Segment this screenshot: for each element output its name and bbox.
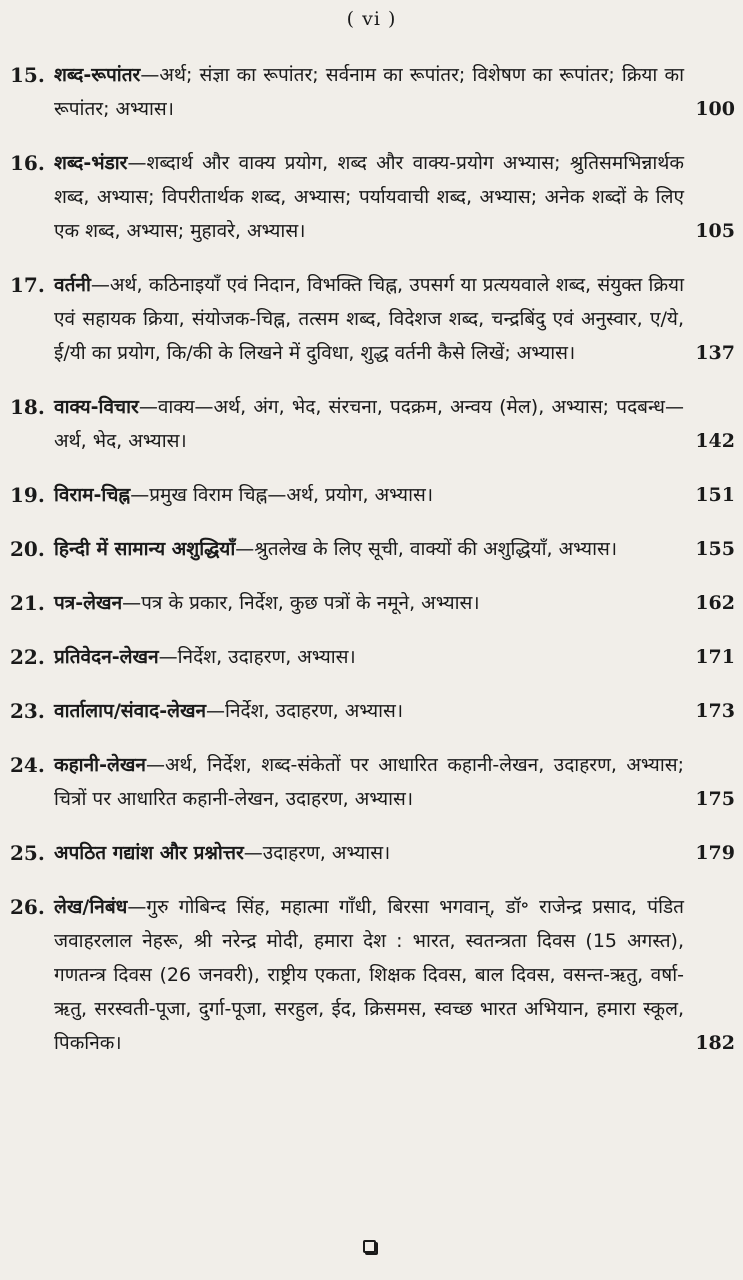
entry-page-number: 182 xyxy=(695,1032,735,1054)
entry-text xyxy=(54,640,684,674)
end-square-icon xyxy=(363,1240,376,1253)
entry-title: विराम-चिह्न xyxy=(54,484,131,506)
entry-description: —निर्देश, उदाहरण, अभ्यास। xyxy=(158,646,356,668)
contents-entry-15 xyxy=(10,58,735,126)
entry-text xyxy=(54,586,684,620)
entry-description: —वाक्य—अर्थ, अंग, भेद, संरचना, पदक्रम, अन्वय (मेल), अभ्यास; पदबन्ध—अर्थ, भेद, अभ्यास। xyxy=(54,396,684,452)
page-number: ( vi ) xyxy=(346,8,397,30)
entry-number: 18. xyxy=(10,395,45,419)
contents-entry-16 xyxy=(10,146,735,248)
entry-description: —उदाहरण, अभ्यास। xyxy=(243,842,391,864)
entry-page-number: 151 xyxy=(695,484,735,506)
entry-page-number: 105 xyxy=(695,220,735,242)
entry-text xyxy=(54,694,684,728)
entry-number: 23. xyxy=(10,699,45,723)
entry-number: 19. xyxy=(10,483,45,507)
contents-entry-19 xyxy=(10,478,735,512)
entry-text xyxy=(54,532,684,566)
entry-page-number: 142 xyxy=(695,430,735,452)
entry-number: 22. xyxy=(10,645,45,669)
entry-title: वाक्य-विचार xyxy=(54,396,139,418)
entry-title: हिन्दी में सामान्य अशुद्धियाँ xyxy=(54,538,236,560)
entry-title: वर्तनी xyxy=(54,274,91,296)
entry-page-number: 162 xyxy=(695,592,735,614)
entry-text xyxy=(54,748,684,816)
entry-text xyxy=(54,836,684,870)
contents-entry-18 xyxy=(10,390,735,458)
entry-number: 17. xyxy=(10,273,45,297)
entry-number: 24. xyxy=(10,753,45,777)
entry-title: वार्तालाप/संवाद-लेखन xyxy=(54,700,207,722)
contents-entry-26 xyxy=(10,890,735,1060)
entry-number: 26. xyxy=(10,895,45,919)
entry-description: —अर्थ, निर्देश, शब्द-संकेतों पर आधारित कहानी-लेखन, उदाहरण, अभ्यास; चित्रों पर आधारित कहानी-लेखन, उदाहरण, अभ्यास। xyxy=(54,754,684,810)
entry-title: प्रतिवेदन-लेखन xyxy=(54,646,159,668)
entry-number: 25. xyxy=(10,841,45,865)
entry-text xyxy=(54,58,684,126)
contents-list xyxy=(10,58,735,1080)
entry-number: 20. xyxy=(10,537,45,561)
entry-page-number: 171 xyxy=(695,646,735,668)
entry-description: —निर्देश, उदाहरण, अभ्यास। xyxy=(206,700,404,722)
contents-entry-24 xyxy=(10,748,735,816)
entry-description: —अर्थ, कठिनाइयाँ एवं निदान, विभक्ति चिह्न, उपसर्ग या प्रत्ययवाले शब्द, संयुक्त क्रिया एवं सहायक क्रिया, संयोजक-चिह्न, तत्सम शब्द, विदेशज शब्द, चन्द्रबिंदु एवं अनुस्वार, ए/ये, ई/यी का प्रयोग, कि/की के लिखने में दुविधा, शुद्ध वर्तनी कैसे लिखें; अभ्यास। xyxy=(54,274,684,364)
entry-text xyxy=(54,478,684,512)
entry-text xyxy=(54,268,684,370)
entry-description: —अर्थ; संज्ञा का रूपांतर; सर्वनाम का रूपांतर; विशेषण का रूपांतर; क्रिया का रूपांतर; अभ्यास। xyxy=(54,64,684,120)
entry-page-number: 179 xyxy=(695,842,735,864)
entry-title: शब्द-रूपांतर xyxy=(54,64,141,86)
contents-entry-17 xyxy=(10,268,735,370)
contents-entry-25 xyxy=(10,836,735,870)
entry-title: लेख/निबंध xyxy=(54,896,128,918)
contents-entry-22 xyxy=(10,640,735,674)
entry-page-number: 173 xyxy=(695,700,735,722)
entry-number: 21. xyxy=(10,591,45,615)
entry-description: —शब्दार्थ और वाक्य प्रयोग, शब्द और वाक्य-प्रयोग अभ्यास; श्रुतिसमभिन्नार्थक शब्द, अभ्यास; विपरीतार्थक शब्द, अभ्यास; पर्यायवाची शब्द, अभ्यास; अनेक शब्दों के लिए एक शब्द, अभ्यास; मुहावरे, अभ्यास। xyxy=(54,152,684,242)
contents-entry-20 xyxy=(10,532,735,566)
entry-title: पत्र-लेखन xyxy=(54,592,123,614)
entry-page-number: 100 xyxy=(695,98,735,120)
entry-title: अपठित गद्यांश और प्रश्नोत्तर xyxy=(54,842,244,864)
entry-title: कहानी-लेखन xyxy=(54,754,146,776)
contents-entry-21 xyxy=(10,586,735,620)
entry-text xyxy=(54,390,684,458)
contents-entry-23 xyxy=(10,694,735,728)
entry-description: —पत्र के प्रकार, निर्देश, कुछ पत्रों के नमूने, अभ्यास। xyxy=(122,592,480,614)
entry-description: —प्रमुख विराम चिह्न—अर्थ, प्रयोग, अभ्यास। xyxy=(130,484,434,506)
entry-text xyxy=(54,890,684,1060)
entry-page-number: 137 xyxy=(695,342,735,364)
entry-page-number: 155 xyxy=(695,538,735,560)
entry-number: 15. xyxy=(10,63,45,87)
entry-title: शब्द-भंडार xyxy=(54,152,128,174)
entry-text xyxy=(54,146,684,248)
entry-number: 16. xyxy=(10,151,45,175)
entry-page-number: 175 xyxy=(695,788,735,810)
entry-description: —श्रुतलेख के लिए सूची, वाक्यों की अशुद्धियाँ, अभ्यास। xyxy=(235,538,618,560)
entry-description: —गुरु गोबिन्द सिंह, महात्मा गाँधी, बिरसा भगवान्, डॉ॰ राजेन्द्र प्रसाद, पंडित जवाहरलाल नेहरू, श्री नरेन्द्र मोदी, हमारा देश : भारत, स्वतन्त्रता दिवस (15 अगस्त), गणतन्त्र दिवस (26 जनवरी), राष्ट्रीय एकता, शिक्षक दिवस, बाल दिवस, वसन्त-ऋतु, वर्षा-ऋतु, सरस्वती-पूजा, दुर्गा-पूजा, सरहुल, ईद, क्रिसमस, स्वच्छ भारत अभियान, हमारा स्कूल, पिकनिक। xyxy=(54,896,684,1054)
